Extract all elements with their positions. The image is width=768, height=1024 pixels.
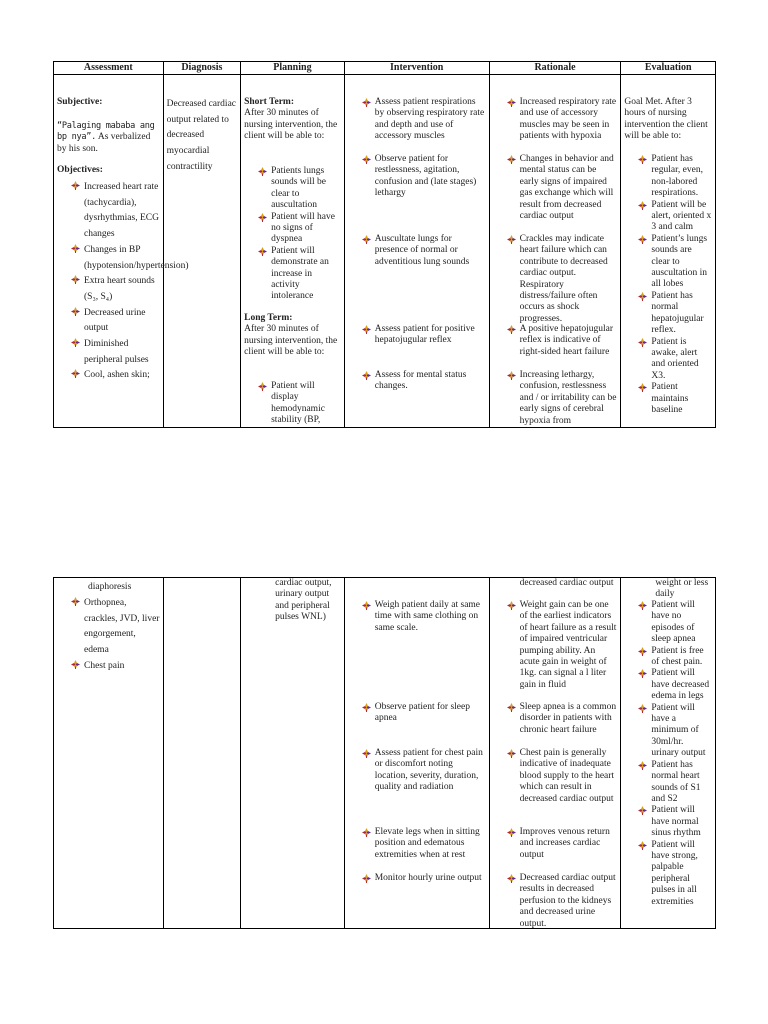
- long-term-text: After 30 minutes of nursing intervention, the client will be able to:: [244, 324, 338, 358]
- bullet-fleur-icon: [507, 828, 516, 837]
- assessment-continued: diaphoresis: [88, 582, 132, 592]
- list-item: Patient will have no signs of dyspnea: [258, 212, 341, 246]
- header-intervention: Intervention: [344, 62, 489, 75]
- bullet-fleur-icon: [362, 874, 371, 883]
- list-item: Observe patient for restlessness, agitation, confusion and (late stages) lethargy: [362, 154, 486, 200]
- list-item: Weight gain can be one of the earliest indicators of heart failure as a result of impaired ventricular pumping ability. An acute gain in weight of 1kg. can signal a l liter gain in fluid: [507, 600, 618, 691]
- rationale-cell: [489, 578, 621, 929]
- list-item: Decreased urine output: [71, 306, 160, 337]
- bullet-fleur-icon: [71, 597, 80, 606]
- list-item: Observe patient for sleep apnea: [362, 702, 486, 725]
- bullet-fleur-icon: [638, 235, 647, 244]
- planning-cell: [241, 75, 345, 428]
- list-item: Patient has normal hepatojugular reflex.: [638, 291, 712, 337]
- bullet-fleur-icon: [507, 98, 516, 107]
- evaluation-continued: weight or less daily: [655, 578, 709, 600]
- list-item: Patients lungs sounds will be clear to auscultation: [258, 166, 341, 212]
- list-item: Crackles may indicate heart failure which can contribute to decreased cardiac output. Respiratory distress/failure often occurs as shock progresses.: [507, 234, 618, 325]
- list-item: Chest pain: [71, 659, 160, 675]
- list-item: Orthopnea, crackles, JVD, liver engorgement, edema: [71, 596, 160, 659]
- bullet-fleur-icon: [71, 275, 80, 284]
- bullet-fleur-icon: [638, 601, 647, 610]
- bullet-fleur-icon: [258, 382, 267, 391]
- bullet-fleur-icon: [362, 155, 371, 164]
- list-item: Assess patient for positive hepatojugular reflex: [362, 324, 486, 347]
- list-item: Patient will have strong, palpable peripheral pulses in all extremities: [638, 840, 712, 908]
- bullet-fleur-icon: [638, 669, 647, 678]
- list-item: Diminished peripheral pulses: [71, 337, 160, 368]
- bullet-fleur-icon: [362, 325, 371, 334]
- list-item: Patient’s lungs sounds are clear to auscultation in all lobes: [638, 234, 712, 291]
- bullet-fleur-icon: [71, 307, 80, 316]
- list-item: Improves venous return and increases cardiac output: [507, 827, 618, 861]
- list-item: A positive hepatojugular reflex is indicative of right-sided heart failure: [507, 324, 618, 358]
- list-item: Sleep apnea is a common disorder in patients with chronic heart failure: [507, 702, 618, 736]
- list-item: Changes in BP (hypotension/hypertension): [71, 243, 160, 274]
- list-item: Cool, ashen skin;: [71, 368, 160, 384]
- rationale-cell: [489, 75, 621, 428]
- subjective-quote-source: As verbalized by his son.: [57, 132, 151, 154]
- bullet-fleur-icon: [362, 371, 371, 380]
- bullet-fleur-icon: [638, 761, 647, 770]
- bullet-fleur-icon: [258, 247, 267, 256]
- bullet-fleur-icon: [507, 601, 516, 610]
- bullet-fleur-icon: [362, 98, 371, 107]
- bullet-fleur-icon: [258, 167, 267, 176]
- rationale-continued: decreased cardiac output: [519, 578, 614, 588]
- bullet-fleur-icon: [638, 806, 647, 815]
- bullet-fleur-icon: [507, 235, 516, 244]
- bullet-fleur-icon: [638, 704, 647, 713]
- short-term-label: Short Term:: [244, 97, 294, 107]
- diagnosis-text: Decreased cardiac output related to decreased myocardial contractility: [166, 99, 237, 172]
- care-plan-table-page1: [53, 61, 716, 428]
- bullet-fleur-icon: [638, 155, 647, 164]
- content-row: [54, 578, 716, 929]
- planning-cell: [241, 578, 345, 929]
- bullet-fleur-icon: [638, 383, 647, 392]
- list-item: Extra heart sounds (S₃, S₄): [71, 274, 160, 305]
- list-item: Increasing lethargy, confusion, restlessness and / or irritability can be early signs of cerebral hypoxia from: [507, 370, 618, 427]
- list-item: Patient is free of chest pain.: [638, 646, 712, 669]
- list-item: Monitor hourly urine output: [362, 873, 486, 884]
- content-row: [54, 75, 716, 428]
- evaluation-intro: Goal Met. After 3 hours of nursing intervention the client will be able to:: [624, 97, 708, 142]
- care-plan-table-page2: [53, 577, 716, 929]
- diagnosis-cell: [163, 578, 240, 929]
- list-item: Patient will display hemodynamic stability (BP,: [258, 381, 341, 427]
- bullet-fleur-icon: [362, 601, 371, 610]
- list-item: Patient will be alert, oriented x 3 and calm: [638, 200, 712, 234]
- list-item: Chest pain is generally indicative of inadequate blood supply to the heart which can result in decreased cardiac output: [507, 748, 618, 805]
- list-item: Increased heart rate (tachycardia), dysrhythmias, ECG changes: [71, 180, 160, 243]
- intervention-cell: [344, 75, 489, 428]
- bullet-fleur-icon: [362, 749, 371, 758]
- planning-continued: cardiac output, urinary output and peripheral pulses WNL): [275, 578, 332, 623]
- bullet-fleur-icon: [507, 155, 516, 164]
- bullet-fleur-icon: [638, 201, 647, 210]
- bullet-fleur-icon: [71, 244, 80, 253]
- bullet-fleur-icon: [507, 703, 516, 712]
- bullet-fleur-icon: [507, 325, 516, 334]
- evaluation-cell: [621, 578, 716, 929]
- list-item: Patient will demonstrate an increase in activity intolerance: [258, 246, 341, 303]
- bullet-fleur-icon: [258, 213, 267, 222]
- list-item: Increased respiratory rate and use of accessory muscles may be seen in patients with hypoxia: [507, 97, 618, 143]
- assessment-cell: [54, 578, 164, 929]
- header-assessment: Assessment: [54, 62, 164, 75]
- list-item: Patient maintains baseline: [638, 382, 712, 416]
- bullet-fleur-icon: [507, 749, 516, 758]
- subjective-quote: “Palaging mababa ang bp nya”.: [57, 121, 155, 143]
- bullet-fleur-icon: [638, 841, 647, 850]
- list-item: Assess patient respirations by observing respiratory rate and depth and use of accessory muscles: [362, 97, 486, 143]
- bullet-fleur-icon: [507, 874, 516, 883]
- header-rationale: Rationale: [489, 62, 621, 75]
- header-diagnosis: Diagnosis: [163, 62, 240, 75]
- header-planning: Planning: [241, 62, 345, 75]
- intervention-cell: [344, 578, 489, 929]
- subjective-label: Subjective:: [57, 97, 103, 107]
- list-item: Patient will have decreased edema in legs: [638, 668, 712, 702]
- bullet-fleur-icon: [71, 181, 80, 190]
- bullet-fleur-icon: [362, 828, 371, 837]
- list-item: Assess patient for chest pain or discomfort noting location, severity, duration, quality and radiation: [362, 748, 486, 794]
- list-item: Elevate legs when in sitting position and edematous extremities when at rest: [362, 827, 486, 861]
- diagnosis-cell: [163, 75, 240, 428]
- bullet-fleur-icon: [71, 338, 80, 347]
- bullet-fleur-icon: [362, 235, 371, 244]
- objectives-label: Objectives:: [57, 165, 103, 175]
- list-item: Patient has normal heart sounds of S1 and S2: [638, 760, 712, 806]
- assessment-cell: [54, 75, 189, 428]
- short-term-text: After 30 minutes of nursing intervention, the client will be able to:: [244, 108, 338, 142]
- header-row: [54, 62, 716, 75]
- bullet-fleur-icon: [507, 371, 516, 380]
- bullet-fleur-icon: [638, 292, 647, 301]
- list-item: Auscultate lungs for presence of normal or adventitious lung sounds: [362, 234, 486, 268]
- bullet-fleur-icon: [71, 660, 80, 669]
- list-item: Patient has regular, even, non-labored respirations.: [638, 154, 712, 200]
- list-item: Decreased cardiac output results in decreased perfusion to the kidneys and decreased urine output.: [507, 873, 618, 930]
- list-item: Patient will have a minimum of 30ml/hr. urinary output: [638, 703, 712, 760]
- evaluation-cell: [621, 75, 716, 428]
- list-item: Patient will have normal sinus rhythm: [638, 805, 712, 839]
- list-item: Assess for mental status changes.: [362, 370, 486, 393]
- bullet-fleur-icon: [71, 369, 80, 378]
- bullet-fleur-icon: [638, 647, 647, 656]
- bullet-fleur-icon: [362, 703, 371, 712]
- list-item: Patient will have no episodes of sleep apnea: [638, 600, 712, 646]
- long-term-label: Long Term:: [244, 313, 293, 323]
- list-item: Weigh patient daily at same time with same clothing on same scale.: [362, 600, 486, 634]
- header-evaluation: Evaluation: [621, 62, 716, 75]
- bullet-fleur-icon: [638, 338, 647, 347]
- list-item: Patient is awake, alert and oriented X3.: [638, 337, 712, 383]
- list-item: Changes in behavior and mental status can be early signs of impaired gas exchange which will result from decreased cardiac output: [507, 154, 618, 222]
